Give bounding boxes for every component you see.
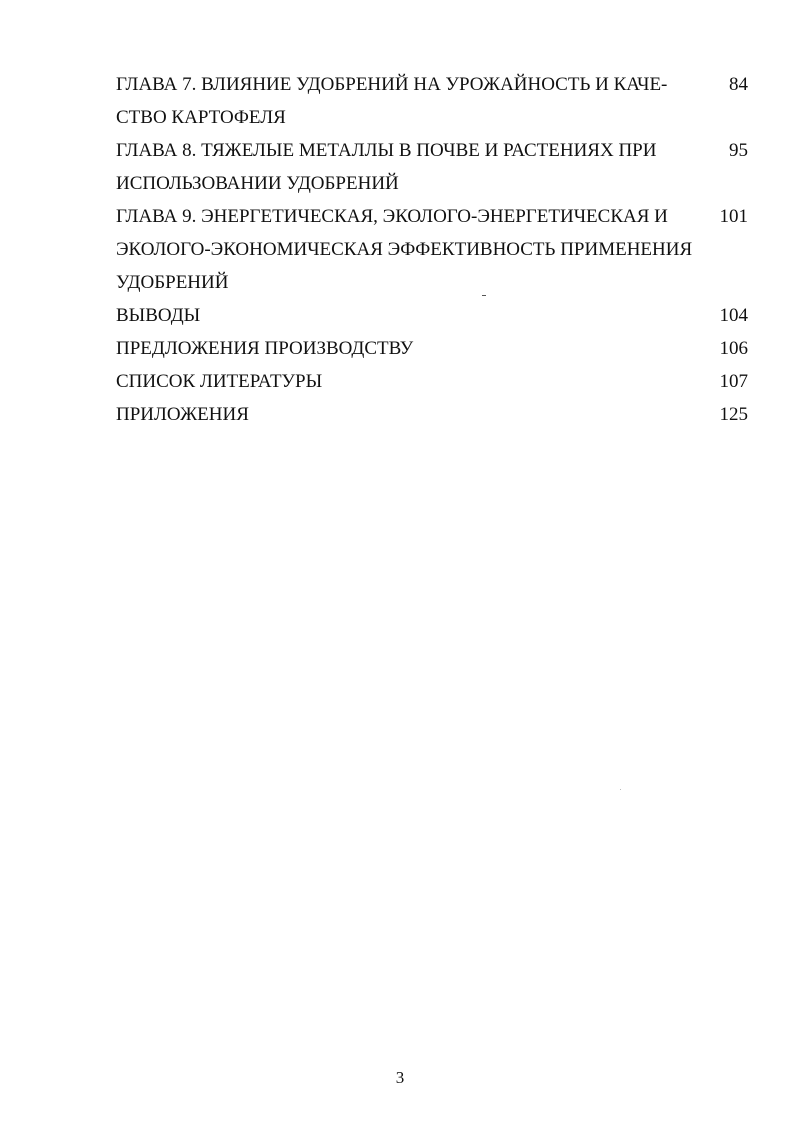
toc-entry-page: 125 (719, 404, 748, 425)
toc-entry-title-line: ГЛАВА 9. ЭНЕРГЕТИЧЕСКАЯ, ЭКОЛОГО-ЭНЕРГЕТИЧЕСКАЯ И (116, 206, 668, 227)
toc-entry-title (116, 68, 694, 134)
toc-entry-references (116, 365, 756, 398)
toc-entry-title (116, 134, 694, 200)
toc-entry-page: 104 (719, 305, 748, 326)
toc-entry-appendices (116, 398, 756, 431)
scan-speck (620, 789, 621, 790)
page-number: 3 (395, 1068, 405, 1087)
toc-entry-page: 84 (729, 74, 748, 95)
toc-entry-title: ПРЕДЛОЖЕНИЯ ПРОИЗВОДСТВУ (116, 338, 414, 359)
toc-entry-title-line: ГЛАВА 8. ТЯЖЕЛЫЕ МЕТАЛЛЫ В ПОЧВЕ И РАСТЕНИЯХ ПРИ (116, 140, 657, 161)
toc-entry-title: ПРИЛОЖЕНИЯ (116, 404, 249, 425)
toc-entry-title: ВЫВОДЫ (116, 305, 201, 326)
toc-entry-title-line: ЭКОЛОГО-ЭКОНОМИЧЕСКАЯ ЭФФЕКТИВНОСТЬ ПРИМЕНЕНИЯ (116, 239, 693, 260)
toc-entry-title (116, 200, 694, 299)
toc-entry-conclusions (116, 299, 756, 332)
toc-entry-page: 106 (719, 338, 748, 359)
toc-entry-title: СПИСОК ЛИТЕРАТУРЫ (116, 371, 323, 392)
table-of-contents (116, 68, 756, 431)
toc-entry-chapter-8 (116, 134, 756, 200)
toc-entry-page: 95 (729, 140, 748, 161)
toc-entry-chapter-7 (116, 68, 756, 134)
toc-entry-proposals (116, 332, 756, 365)
toc-entry-chapter-9 (116, 200, 756, 299)
toc-entry-title-line: УДОБРЕНИЙ (116, 272, 229, 293)
toc-entry-page: 107 (719, 371, 748, 392)
toc-entry-title-line: ГЛАВА 7. ВЛИЯНИЕ УДОБРЕНИЙ НА УРОЖАЙНОСТЬ И КАЧЕ- (116, 74, 668, 95)
toc-entry-page: 101 (719, 206, 748, 227)
toc-entry-title-line: СТВО КАРТОФЕЛЯ (116, 107, 286, 128)
scan-speck (482, 295, 486, 296)
toc-entry-title-line: ИСПОЛЬЗОВАНИИ УДОБРЕНИЙ (116, 173, 399, 194)
